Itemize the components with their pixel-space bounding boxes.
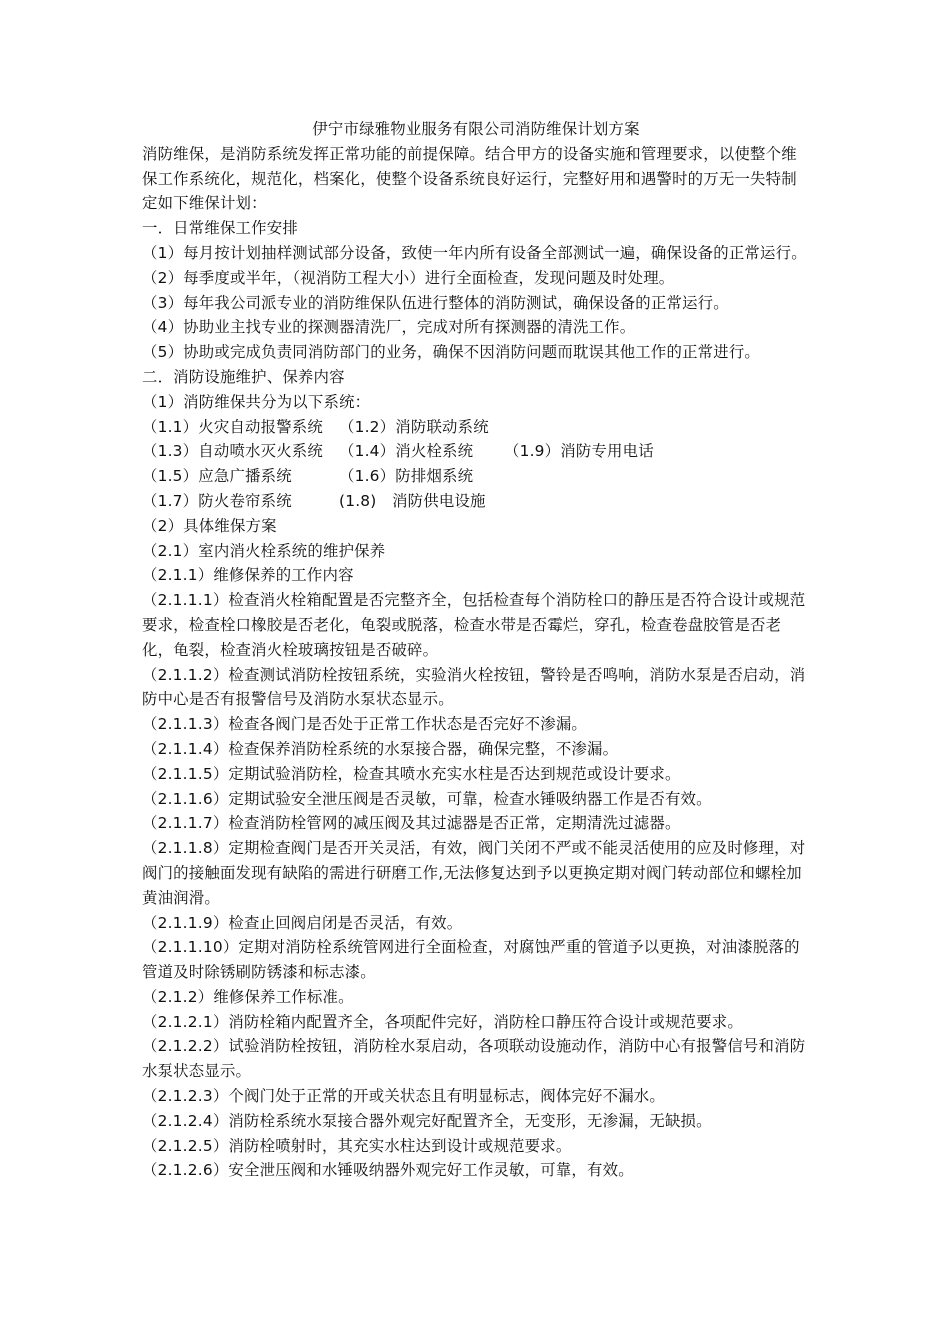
section-heading-daily-maintenance: 一．日常维保工作安排 bbox=[142, 219, 298, 238]
system-row bbox=[142, 415, 810, 440]
list-item: （2）每季度或半年，（视消防工程大小）进行全面检查，发现问题及时处理。 bbox=[142, 268, 675, 287]
section-heading-facility-maintenance: 二．消防设施维护、保养内容 bbox=[142, 367, 345, 386]
system-label: (1.8) 消防供电设施 bbox=[339, 491, 486, 510]
list-item: （2.1.1.6）定期试验安全泄压阀是否灵敏，可靠，检查水锤吸纳器工作是否有效。 bbox=[142, 789, 712, 808]
list-item: （2.1.2.2）试验消防栓按钮，消防栓水泵启动，各项联动设施动作，消防中心有报警信号和消防水泵状态显示。 bbox=[142, 1037, 806, 1081]
system-row bbox=[142, 464, 810, 489]
list-item: （2.1.1.1）检查消火栓箱配置是否完整齐全，包括检查每个消防栓口的静压是否符合设计或规范要求，检查栓口橡胶是否老化，龟裂或脱落，检查水带是否霉烂，穿孔，检查卷盘胶管是否老化，龟裂，检查消火栓玻璃按钮是否破碎。 bbox=[142, 591, 806, 659]
subsection-heading: （2.1.1）维修保养的工作内容 bbox=[142, 566, 354, 585]
system-label: （1.7）防火卷帘系统 bbox=[142, 491, 292, 510]
system-label: （1.9）消防专用电话 bbox=[504, 442, 654, 461]
list-item: （1）每月按计划抽样测试部分设备，致使一年内所有设备全部测试一遍，确保设备的正常运行。 bbox=[142, 243, 807, 262]
list-item: （2.1.1.9）检查止回阀启闭是否灵活，有效。 bbox=[142, 913, 463, 932]
systems-intro: （1）消防维保共分为以下系统： bbox=[142, 392, 371, 411]
intro-paragraph: 消防维保，是消防系统发挥正常功能的前提保障。结合甲方的设备实施和管理要求，以使整个维保工作系统化，规范化，档案化，使整个设备系统良好运行，完整好用和遇警时的万无一失特制定如下维保计划： bbox=[142, 144, 797, 213]
system-label: （1.5）应急广播系统 bbox=[142, 467, 292, 486]
list-item: （2.1.1.3）检查各阀门是否处于正常工作状态是否完好不渗漏。 bbox=[142, 715, 588, 734]
list-item: （2.1.2.6）安全泄压阀和水锤吸纳器外观完好工作灵敏，可靠，有效。 bbox=[142, 1161, 634, 1180]
list-item: （5）协助或完成负责同消防部门的业务，确保不因消防问题而耽误其他工作的正常进行。 bbox=[142, 343, 761, 362]
subsection-heading: （2.1）室内消火栓系统的维护保养 bbox=[142, 541, 386, 560]
system-row bbox=[142, 439, 810, 464]
list-item: （2.1.2.5）消防栓喷射时，其充实水柱达到设计或规范要求。 bbox=[142, 1136, 572, 1155]
list-item: （2.1.1.2）检查测试消防栓按钮系统，实验消火栓按钮，警铃是否鸣响，消防水泵是否启动，消防中心是否有报警信号及消防水泵状态显示。 bbox=[142, 665, 806, 709]
list-item: （2.1.1.5）定期试验消防栓，检查其喷水充实水柱是否达到规范或设计要求。 bbox=[142, 764, 681, 783]
list-item: （2.1.1.7）检查消防栓管网的减压阀及其过滤器是否正常，定期清洗过滤器。 bbox=[142, 814, 681, 833]
system-label: （1.1）火灾自动报警系统 bbox=[142, 417, 323, 436]
list-item: （2.1.1.4）检查保养消防栓系统的水泵接合器，确保完整，不渗漏。 bbox=[142, 739, 619, 758]
system-label: （1.6）防排烟系统 bbox=[339, 467, 474, 486]
plan-heading: （2）具体维保方案 bbox=[142, 516, 277, 535]
list-item: （2.1.2.3）个阀门处于正常的开或关状态且有明显标志，阀体完好不漏水。 bbox=[142, 1087, 665, 1106]
system-label: （1.3）自动喷水灭火系统 bbox=[142, 442, 323, 461]
document-title: 伊宁市绿雅物业服务有限公司消防维保计划方案 bbox=[312, 120, 640, 138]
list-item: （2.1.1.10）定期对消防栓系统管网进行全面检查，对腐蚀严重的管道予以更换，对油漆脱落的管道及时除锈刷防锈漆和标志漆。 bbox=[142, 938, 800, 982]
document-body bbox=[142, 117, 810, 1183]
list-item: （2.1.2.4）消防栓系统水泵接合器外观完好配置齐全，无变形，无渗漏，无缺损。 bbox=[142, 1111, 712, 1130]
system-row bbox=[142, 489, 810, 514]
list-item: （2.1.2.1）消防栓箱内配置齐全，各项配件完好，消防栓口静压符合设计或规范要求。 bbox=[142, 1012, 743, 1031]
system-label: （1.2）消防联动系统 bbox=[339, 417, 489, 436]
list-item: （2.1.1.8）定期检查阀门是否开关灵活，有效，阀门关闭不严或不能灵活使用的应及时修理，对阀门的接触面发现有缺陷的需进行研磨工作,无法修复达到予以更换定期对阀门转动部位和螺栓加黄油润滑。 bbox=[142, 839, 806, 907]
list-item: （3）每年我公司派专业的消防维保队伍进行整体的消防测试，确保设备的正常运行。 bbox=[142, 293, 729, 312]
system-label: （1.4）消火栓系统 bbox=[339, 442, 474, 461]
list-item: （4）协助业主找专业的探测器清洗厂，完成对所有探测器的清洗工作。 bbox=[142, 318, 636, 337]
subsection-heading: （2.1.2）维修保养工作标准。 bbox=[142, 987, 354, 1006]
